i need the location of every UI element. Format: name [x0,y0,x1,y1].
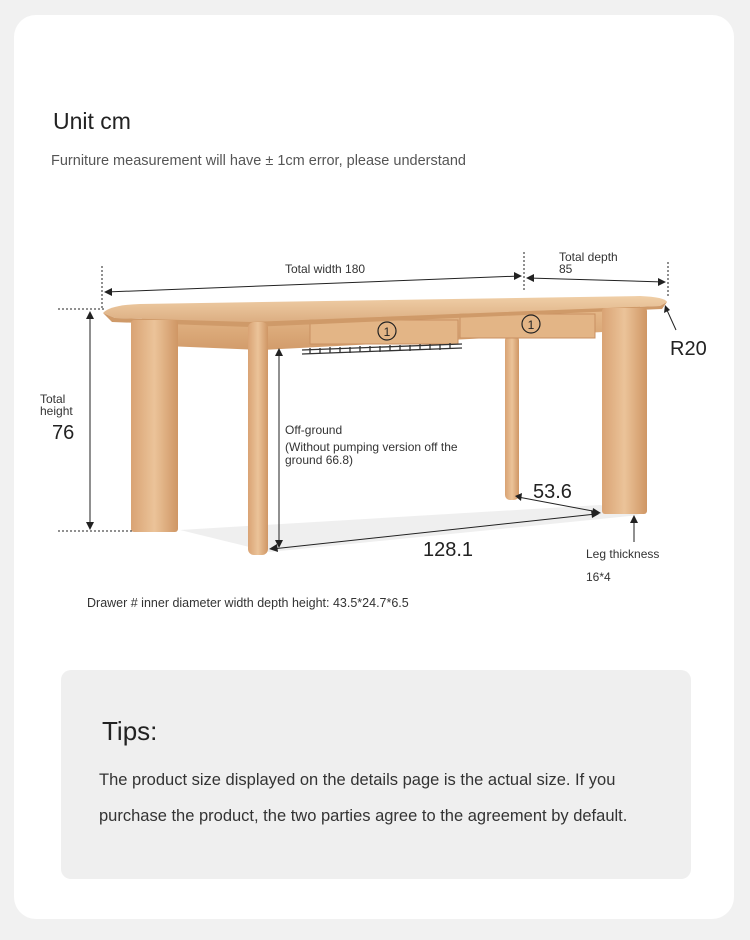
svg-text:1: 1 [527,318,535,332]
front-leg-center [248,322,268,555]
arrow-depth-right [658,278,666,286]
tips-text: The product size displayed on the details page is the actual size. If you purchase the product, the two parties agree to the agreement by default. [99,771,628,825]
arrow-width-left [104,288,112,296]
drawer-dimensions-note: Drawer # inner diameter width depth height: 43.5*24.7*6.5 [87,596,409,610]
total-depth-line [528,278,664,282]
total-depth-label: Total depth [559,250,618,264]
radius-pointer [666,308,676,330]
total-height-label-line-1: Total [40,392,66,406]
arrow-height-top [86,311,94,319]
arrow-depth-left [526,274,534,282]
total-depth-value: 85 [559,262,573,276]
arrow-height-bottom [86,522,94,530]
inner-depth-value: 53.6 [533,481,572,503]
tips-panel [61,670,691,879]
arrow-leg-thickness [630,515,638,523]
total-width-label: Total width 180 [285,262,366,276]
measurement-note: Furniture measurement will have ± 1cm error, please understand [51,153,466,169]
off-ground-label: Off-ground [285,423,343,437]
front-leg-right [602,308,647,514]
total-width-line [106,276,520,292]
svg-text:1: 1 [383,325,391,339]
arrow-width-right [514,272,522,280]
corner-radius-label: R20 [670,338,707,360]
arrow-radius [664,305,670,313]
leg-thickness-value: 16*4 [586,570,611,584]
leg-thickness-label: Leg thickness [586,547,660,561]
page-title: Unit cm [53,108,131,134]
off-ground-note: (Without pumping version off the ground 66.8) [285,440,458,467]
total-height-label-line-2: height [40,404,73,418]
back-leg-right [505,335,519,500]
front-leg-left [131,320,178,532]
tips-title: Tips: [102,716,158,746]
inner-width-value: 128.1 [423,539,474,561]
total-height-value: 76 [52,422,75,444]
